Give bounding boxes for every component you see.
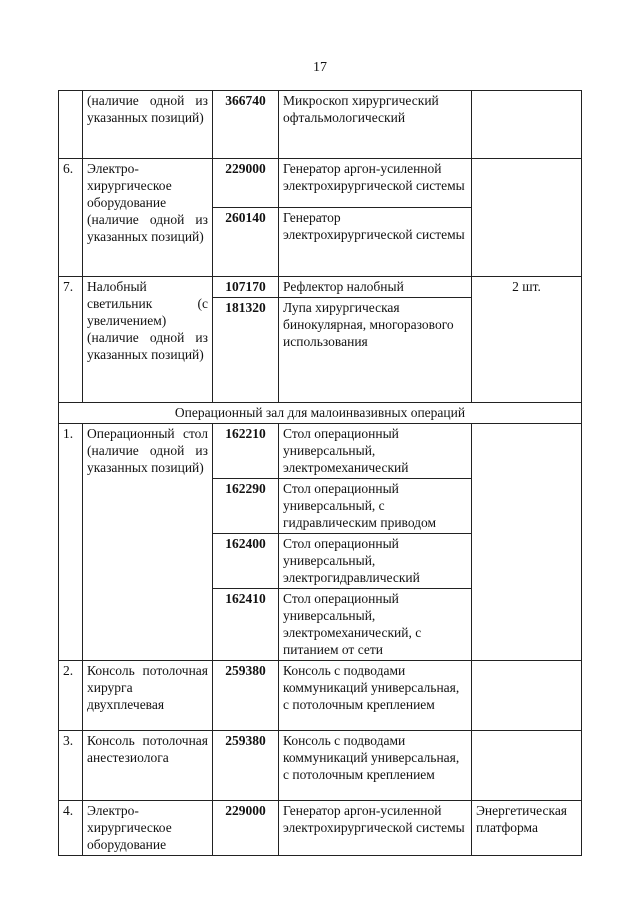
- row-number: 2.: [59, 661, 83, 731]
- equipment-code: 162210: [213, 424, 279, 479]
- equipment-description: Стол операционный универсальный, электромеханический: [279, 424, 472, 479]
- equipment-name: Консоль потолочная анестезиолога: [83, 731, 213, 801]
- equipment-name: Электро-хирургическое оборудование: [83, 801, 213, 856]
- equipment-quantity: [472, 661, 582, 731]
- row-number: 1.: [59, 424, 83, 661]
- equipment-table: [58, 90, 582, 856]
- equipment-description: Рефлектор налобный: [279, 277, 472, 298]
- equipment-code: 181320: [213, 298, 279, 403]
- equipment-code: 260140: [213, 208, 279, 277]
- row-number: 4.: [59, 801, 83, 856]
- equipment-code: 162290: [213, 479, 279, 534]
- table-row: [59, 424, 582, 479]
- equipment-quantity: Энергетическая платформа: [472, 801, 582, 856]
- equipment-code: 259380: [213, 661, 279, 731]
- equipment-name: Операционный стол (наличие одной из указанных позиций): [83, 424, 213, 661]
- equipment-name: (наличие одной из указанных позиций): [83, 91, 213, 159]
- row-number: 6.: [59, 159, 83, 277]
- row-number: 3.: [59, 731, 83, 801]
- equipment-code: 229000: [213, 159, 279, 208]
- equipment-code: 162410: [213, 589, 279, 661]
- equipment-name: Консоль потолочная хирурга двухплечевая: [83, 661, 213, 731]
- equipment-quantity: [472, 731, 582, 801]
- equipment-description: Генератор аргон-усиленной электрохирургической системы: [279, 159, 472, 208]
- equipment-quantity: 2 шт.: [472, 277, 582, 403]
- equipment-code: 366740: [213, 91, 279, 159]
- equipment-code: 107170: [213, 277, 279, 298]
- table-row: [59, 159, 582, 208]
- equipment-description: Лупа хирургическая бинокулярная, многоразового использования: [279, 298, 472, 403]
- page-number: 17: [313, 60, 327, 75]
- table-row: [59, 91, 582, 159]
- table-row: [59, 277, 582, 298]
- equipment-description: Стол операционный универсальный, электрогидравлический: [279, 534, 472, 589]
- equipment-description: Стол операционный универсальный, электромеханический, с питанием от сети: [279, 589, 472, 661]
- equipment-description: Консоль с подводами коммуникаций универсальная, с потолочным креплением: [279, 731, 472, 801]
- equipment-quantity: [472, 159, 582, 277]
- equipment-quantity: [472, 91, 582, 159]
- equipment-code: 229000: [213, 801, 279, 856]
- equipment-quantity: [472, 424, 582, 661]
- equipment-code: 259380: [213, 731, 279, 801]
- equipment-code: 162400: [213, 534, 279, 589]
- section-title: Операционный зал для малоинвазивных операций: [59, 403, 582, 424]
- table-row: [59, 731, 582, 801]
- equipment-description: Микроскоп хирургический офтальмологический: [279, 91, 472, 159]
- equipment-name: Электро-хирургическое оборудование (наличие одной из указанных позиций): [83, 159, 213, 277]
- table-row: [59, 801, 582, 856]
- equipment-name: Налобный светильник (с увеличением) (наличие одной из указанных позиций): [83, 277, 213, 403]
- equipment-description: Консоль с подводами коммуникаций универсальная, с потолочным креплением: [279, 661, 472, 731]
- equipment-description: Стол операционный универсальный, с гидравлическим приводом: [279, 479, 472, 534]
- equipment-description: Генератор аргон-усиленной электрохирургической системы: [279, 801, 472, 856]
- row-number: [59, 91, 83, 159]
- equipment-description: Генератор электрохирургической системы: [279, 208, 472, 277]
- table-row: [59, 661, 582, 731]
- row-number: 7.: [59, 277, 83, 403]
- section-header-row: [59, 403, 582, 424]
